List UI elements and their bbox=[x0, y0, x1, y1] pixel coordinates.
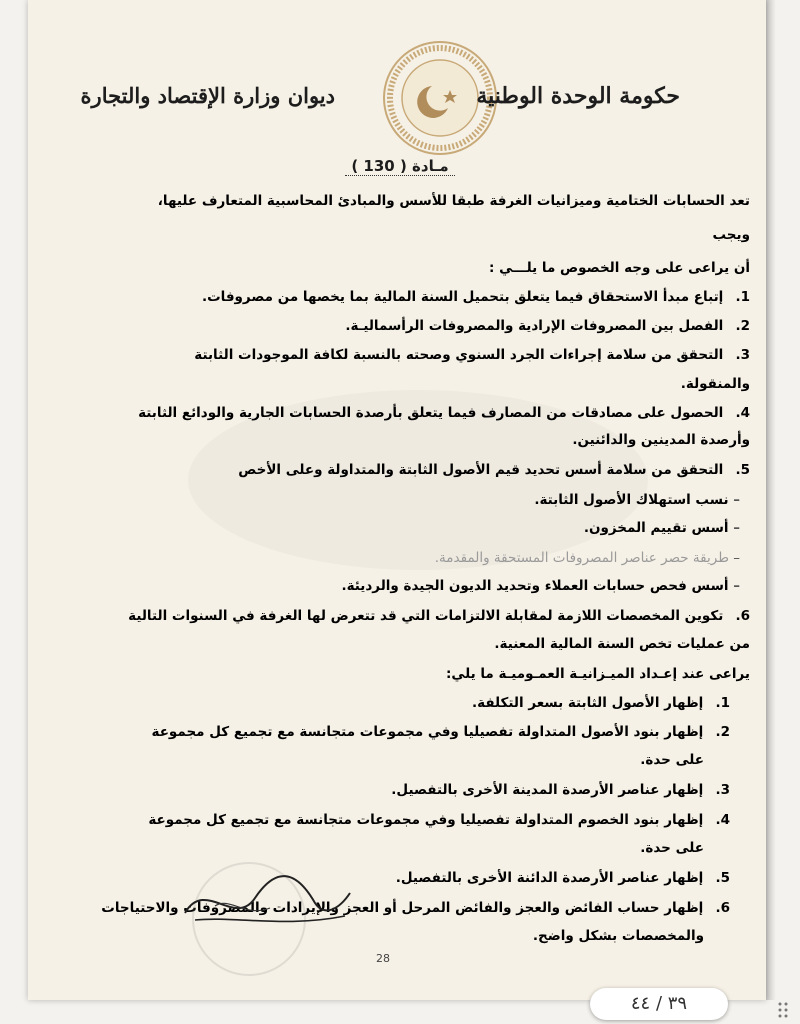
sub-list-item: – أسس فحص حسابات العملاء وتحديد الديون الجيدة والرديئة. bbox=[341, 578, 740, 594]
budget-item: 5. إظهار عناصر الأرصدة الدائنة الأخرى بالتفصيل. bbox=[395, 870, 730, 886]
budget-item: 6. إظهار حساب الفائض والعجز والفائض المرحل أو العجز والإيرادات والمصروفات والاحتياجات bbox=[101, 900, 730, 916]
budget-item-continuation: على حدة. bbox=[640, 752, 704, 768]
list-item: 1. إتباع مبدأ الاستحقاق فيما يتعلق بتحميل السنة المالية بما يخصها من مصروفات. bbox=[201, 289, 750, 305]
page-edge-shadow bbox=[766, 0, 776, 1000]
budget-item: 4. إظهار بنود الخصوم المتداولة تفصيليا وفي مجموعات متجانسة مع تجميع كل مجموعة bbox=[148, 812, 730, 828]
more-dots-icon[interactable] bbox=[776, 1000, 790, 1020]
budget-item-continuation: على حدة. bbox=[640, 840, 704, 856]
list-item: 6. تكوين المخصصات اللازمة لمقابلة الالتزامات التي قد تتعرض لها الغرفة في السنوات التالية bbox=[128, 608, 750, 624]
list-item-continuation: وأرصدة المدينين والدائنين. bbox=[572, 432, 750, 448]
article-title: مـادة ( 130 ) bbox=[0, 157, 800, 175]
list-item: 3. التحقق من سلامة إجراءات الجرد السنوي وصحته بالنسبة لكافة الموجودات الثابتة bbox=[194, 347, 750, 363]
intro-line-3: أن يراعى على وجه الخصوص ما يلـــي : bbox=[489, 260, 750, 276]
budget-item: 2. إظهار بنود الأصول المتداولة تفصيليا وفي مجموعات متجانسة مع تجميع كل مجموعة bbox=[151, 724, 730, 740]
list-item: 5. التحقق من سلامة أسس تحديد قيم الأصول الثابتة والمتداولة وعلى الأخص bbox=[238, 462, 750, 478]
handwritten-signature bbox=[175, 858, 355, 938]
sub-list-item: – طريقة حصر عناصر المصروفات المستحقة والمقدمة. bbox=[434, 550, 740, 566]
sub-list-item: – نسب استهلاك الأصول الثابتة. bbox=[534, 492, 740, 508]
list-item: 4. الحصول على مصادقات من المصارف فيما يتعلق بأرصدة الحسابات الجارية والودائع الثابتة bbox=[138, 405, 750, 421]
sub-list-item: – أسس تقييم المخزون. bbox=[583, 520, 740, 536]
intro-line-1: تعد الحسابات الختامية وميزانيات الغرفة طبقا للأسس والمبادئ المحاسبية المتعارف عليها، bbox=[157, 193, 750, 209]
page-number: 28 bbox=[376, 952, 390, 965]
list-item-continuation: من عمليات تخص السنة المالية المعنية. bbox=[494, 636, 750, 652]
header-ministry-title: ديوان وزارة الإقتصاد والتجارة bbox=[80, 83, 335, 108]
list-item-continuation: والمنقولة. bbox=[680, 376, 750, 392]
budget-intro: يراعى عند إعـداد الميـزانيـة العمـوميـة ما يلي: bbox=[446, 666, 750, 682]
page-indicator[interactable]: ٣٩ / ٤٤ bbox=[590, 988, 728, 1020]
budget-item: 3. إظهار عناصر الأرصدة المدينة الأخرى بالتفصيل. bbox=[391, 782, 730, 798]
header-government-title: حكومة الوحدة الوطنية bbox=[476, 83, 680, 109]
budget-item: 1. إظهار الأصول الثابتة بسعر التكلفة. bbox=[472, 695, 730, 711]
budget-item-continuation: والمخصصات بشكل واضح. bbox=[532, 928, 704, 944]
intro-line-2: ويجب bbox=[712, 227, 750, 243]
list-item: 2. الفصل بين المصروفات الإرادية والمصروفات الرأسماليـة. bbox=[345, 318, 750, 334]
